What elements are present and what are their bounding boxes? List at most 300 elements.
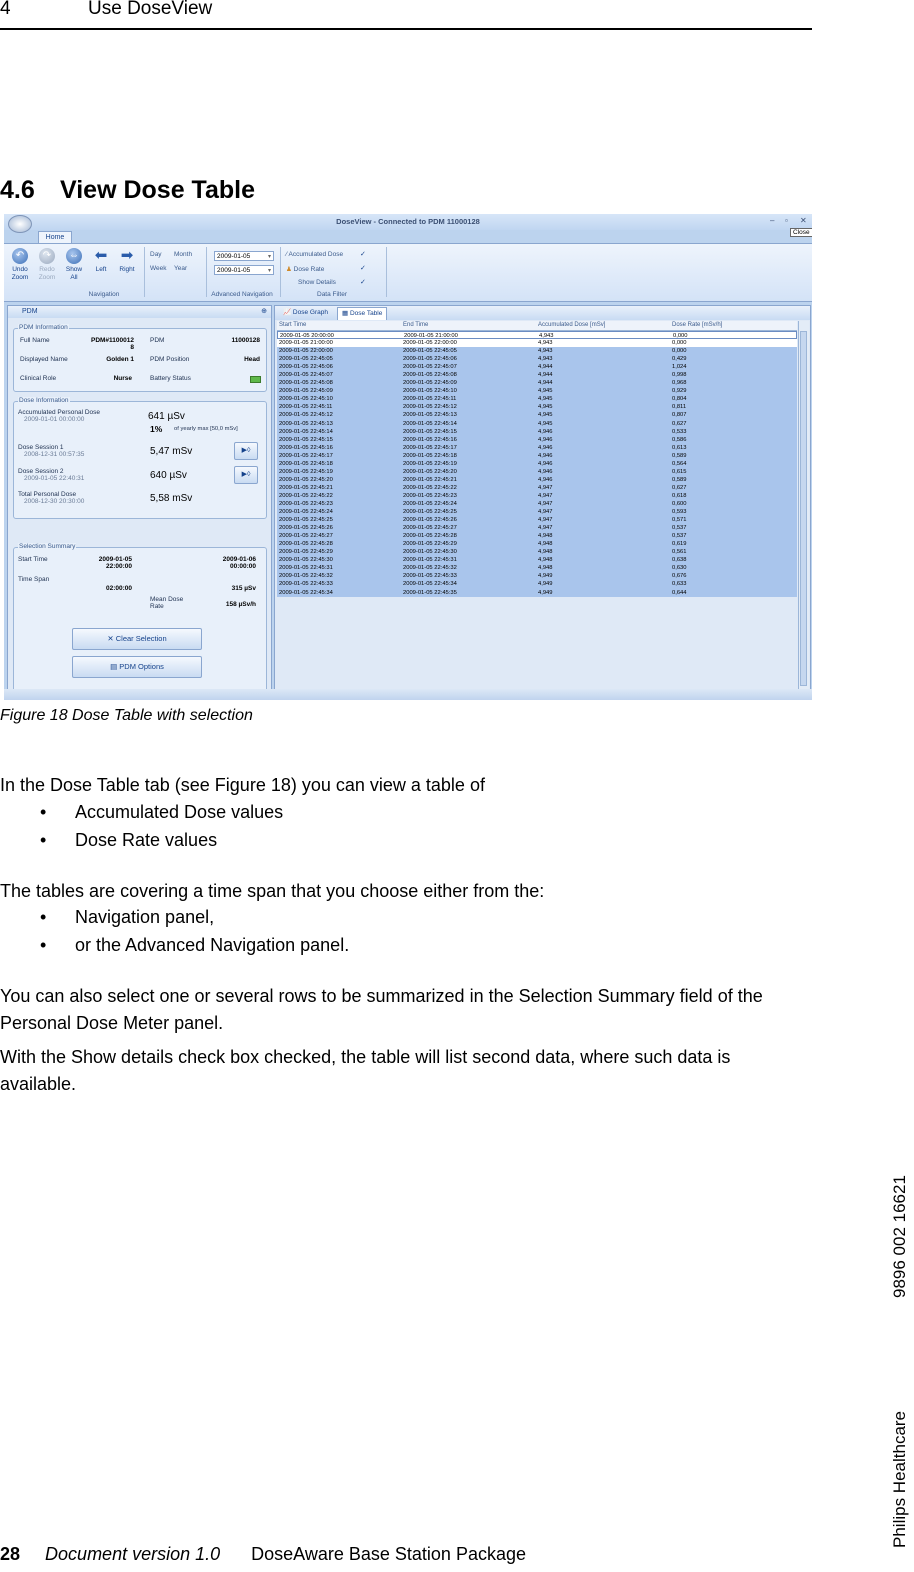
col-accumulated-dose[interactable]: Accumulated Dose [mSv] [538,322,606,328]
table-row[interactable] [277,347,797,355]
table-cell: 4,947 [538,517,553,524]
table-row[interactable] [277,532,797,540]
table-cell: 2009-01-05 22:45:22 [279,492,333,499]
table-row[interactable] [277,452,797,460]
table-cell: 0,627 [672,484,687,491]
advanced-navigation-group-label: Advanced Navigation [211,291,273,298]
bullet-icon: • [40,802,47,822]
bullet-icon: • [40,907,47,927]
table-row[interactable] [277,484,797,492]
play-icon: ▶◊ [241,447,251,454]
selection-summary-legend: Selection Summary [19,543,76,550]
table-cell: 4,946 [538,476,553,483]
play-icon: ▶◊ [241,471,251,478]
table-cell: 4,946 [538,436,553,443]
start-time-value: 22:00:00 [105,563,132,570]
list-item-text: Dose Rate values [75,830,218,850]
table-cell: 0,429 [672,356,687,363]
dose-session-2-date: 2009-01-05 22:40:31 [24,475,85,482]
table-cell: 4,945 [538,412,553,419]
navigation-group-label: Navigation [88,291,120,298]
table-row[interactable] [277,411,797,419]
table-row[interactable] [277,403,797,411]
table-cell: 2009-01-05 22:45:26 [403,517,457,524]
table-cell: 2009-01-05 22:45:08 [403,372,457,379]
table-row[interactable] [277,395,797,403]
scroll-thumb[interactable] [800,331,807,686]
chapter-number: 4 [0,0,11,19]
mean-dose-rate-label2: Rate [150,603,164,610]
table-cell: 4,944 [538,380,553,387]
table-cell: 2009-01-05 22:45:12 [279,412,333,419]
redo-zoom-label2: Zoom [38,274,56,281]
table-row[interactable] [277,420,797,428]
paragraph: With the Show details check box checked, the table will list second data, where such data is available. [0,1047,731,1094]
table-cell: 2009-01-05 22:45:05 [403,348,457,355]
table-cell: 2009-01-05 22:45:18 [279,460,333,467]
table-row[interactable] [277,428,797,436]
start-date-picker[interactable]: 2009-01-05 ▾ [214,251,274,261]
table-row[interactable] [277,524,797,532]
table-cell: 2009-01-05 22:45:06 [279,364,333,371]
show-all-button[interactable] [63,248,85,282]
right-button[interactable] [116,248,138,274]
table-row[interactable] [277,444,797,452]
mean-dose-rate-value: 158 µSv/h [225,601,256,608]
pdm-options-label: PDM Options [119,662,164,671]
show-details-checkbox[interactable]: ✓ [360,279,366,286]
table-header [277,321,797,331]
total-dose-date: 2008-12-30 20:30:00 [24,498,85,505]
redo-zoom-icon: ↷ [39,248,55,264]
dose-session-1-date: 2008-12-31 00:57:35 [24,451,85,458]
table-cell: 2009-01-05 22:45:14 [279,428,333,435]
accumulated-dose-value: 641 µSv [148,411,185,422]
table-cell: 4,945 [538,404,553,411]
table-row[interactable] [277,371,797,379]
clinical-role-label: Clinical Role [20,375,57,382]
table-cell: 0,619 [672,541,687,548]
table-cell: 2009-01-05 22:45:16 [279,444,333,451]
graph-icon: 📈 [283,309,293,316]
document-version: Document version 1.0 [45,1544,221,1564]
table-cell: 0,000 [672,340,687,347]
table-cell: 2009-01-05 22:45:15 [403,428,457,435]
undo-zoom-button[interactable] [9,248,31,282]
table-cell: 4,949 [538,589,553,596]
table-row[interactable] [277,500,797,508]
page-number: 28 [0,1544,21,1564]
table-row[interactable] [277,363,797,371]
end-time-value: 00:00:00 [229,563,256,570]
clear-selection-button[interactable] [72,628,202,650]
period-year[interactable]: Year [174,265,188,272]
table-row[interactable] [277,355,797,363]
table-cell: 2009-01-05 22:45:23 [403,492,457,499]
battery-icon [250,376,261,383]
table-cell: 0,807 [672,412,687,419]
table-cell: 2009-01-05 21:00:00 [279,340,333,347]
table-cell: 2009-01-05 22:45:12 [403,404,457,411]
accumulated-dose-label: Accumulated Personal Dose [18,409,101,416]
table-cell: 2009-01-05 22:45:33 [403,573,457,580]
table-cell: 2009-01-05 22:45:20 [279,476,333,483]
dose-graph-label: Dose Graph [292,309,328,316]
left-label: Left [95,266,107,273]
list-item-text: or the Advanced Navigation panel. [75,935,350,955]
tab-dose-table[interactable] [337,307,387,320]
right-arrow-icon: ➡ [120,247,134,264]
pdm-information-legend: PDM Information [19,324,68,331]
table-cell: 2009-01-05 22:45:29 [403,541,457,548]
mean-dose-rate-label: Mean Dose [150,596,184,603]
dose-information-group [13,397,267,519]
clear-icon: ✕ [107,634,116,643]
undo-zoom-icon: ↶ [12,248,28,264]
table-cell: 2009-01-05 22:45:15 [279,436,333,443]
pdm-label: PDM [150,337,165,344]
table-icon: ▦ [342,310,350,317]
table-cell: 4,943 [538,348,553,355]
table-cell: 2009-01-05 22:45:07 [403,364,457,371]
dose-table-label: Dose Table [349,310,383,317]
table-cell: 2009-01-05 22:45:14 [403,420,457,427]
side-doc-number: 9896 002 16621 [890,1175,909,1298]
table-cell: 2009-01-05 22:45:28 [403,533,457,540]
table-cell: 2009-01-05 22:45:30 [279,557,333,564]
table-cell: 2009-01-05 22:45:07 [279,372,333,379]
table-cell: 0,564 [672,460,687,467]
period-month[interactable]: Month [174,251,193,258]
table-cell: 4,943 [538,356,553,363]
table-row[interactable] [277,556,797,564]
page-header [0,0,812,30]
table-cell: 2009-01-05 22:45:10 [279,396,333,403]
table-cell: 0,811 [672,404,687,411]
side-company: Philips Healthcare [890,1410,909,1548]
table-cell: 2009-01-05 22:45:06 [403,356,457,363]
group-separator [386,247,387,297]
show-details-label: Show Details [298,279,336,286]
list-item-text: Accumulated Dose values [75,802,284,822]
chapter-title: Use DoseView [88,0,213,19]
table-cell: 2009-01-05 21:00:00 [404,333,458,339]
battery-status-label: Battery Status [150,375,191,382]
dose-session-1-label: Dose Session 1 [18,444,64,451]
pdm-value: 11000128 [231,337,260,344]
table-cell: 0,537 [672,533,687,540]
table-cell: 4,946 [538,444,553,451]
table-row[interactable] [277,508,797,516]
col-dose-rate[interactable]: Dose Rate [mSv/h] [672,322,723,328]
table-cell: 4,948 [538,549,553,556]
section-heading [0,176,255,205]
table-cell: 0,929 [672,388,687,395]
table-row[interactable] [277,339,797,347]
yearly-max-note: of yearly max [50,0 mSv] [174,426,238,432]
ribbon [4,243,812,302]
doseview-screenshot [4,214,812,700]
section-title: View Dose Table [60,176,255,204]
table-cell: 2009-01-05 22:45:31 [403,557,457,564]
table-cell: 4,943 [538,340,553,347]
pdm-device-icon: ▤ [110,662,120,671]
table-cell: 2009-01-05 22:45:05 [279,356,333,363]
pdm-panel-title: PDM [22,308,38,315]
table-cell: 2009-01-05 22:45:30 [403,549,457,556]
table-cell: 4,946 [538,452,553,459]
table-cell: 2009-01-05 22:45:11 [403,396,457,403]
table-cell: 4,944 [538,364,553,371]
table-cell: 4,947 [538,492,553,499]
window-titlebar [4,214,812,230]
table-cell: 2009-01-05 22:45:27 [279,533,333,540]
table-cell: 2009-01-05 22:00:00 [279,348,333,355]
paragraph: The tables are covering a time span that you choose either from the: [0,881,545,901]
play-session-1-button[interactable] [234,442,258,460]
table-cell: 4,947 [538,509,553,516]
dose-information-legend: Dose Information [19,397,69,404]
close-tooltip: Close [790,228,812,237]
redo-zoom-button[interactable] [36,248,58,282]
left-button[interactable] [90,248,112,274]
yearly-percent: 1% [150,424,163,434]
table-cell: 2009-01-05 22:45:09 [403,380,457,387]
close-icon[interactable]: ✕ [800,216,807,225]
col-start-time[interactable]: Start Time [279,322,307,328]
table-cell: 0,804 [672,396,687,403]
group-separator [206,247,207,297]
pin-icon[interactable]: ⊕ [261,308,267,315]
table-cell: 4,948 [538,565,553,572]
table-cell: 0,998 [672,372,687,379]
table-cell: 0,676 [672,573,687,580]
table-cell: 2009-01-05 22:45:11 [279,404,333,411]
table-cell: 4,948 [538,541,553,548]
table-cell: 2009-01-05 22:45:24 [403,500,457,507]
pdm-panel-header [8,306,271,318]
data-filter-group-label: Data Filter [317,291,347,298]
table-cell: 2009-01-05 22:45:28 [279,541,333,548]
table-cell: 2009-01-05 22:45:24 [279,509,333,516]
table-cell: 0,589 [672,452,687,459]
accumulated-dose-label: Accumulated Dose [288,251,344,258]
dose-session-2-label: Dose Session 2 [18,468,64,475]
table-cell: 2009-01-05 22:45:32 [403,565,457,572]
table-cell: 4,945 [538,396,553,403]
table-row[interactable] [277,379,797,387]
selection-dose-value: 315 µSv [231,585,256,592]
table-cell: 4,946 [538,468,553,475]
dose-table-panel [274,305,811,699]
period-day[interactable]: Day [150,251,162,258]
table-cell: 2009-01-05 22:45:34 [279,589,333,596]
table-cell: 4,947 [538,484,553,491]
table-cell: 0,613 [672,444,687,451]
full-name-value-wrap: 8 [130,344,134,351]
table-cell: 2009-01-05 22:45:20 [403,468,457,475]
accumulated-dose-checkbox[interactable]: ✓ [360,251,366,258]
table-cell: 2009-01-05 22:45:13 [403,412,457,419]
group-separator [280,247,281,297]
table-cell: 0,618 [672,492,687,499]
table-row[interactable] [277,436,797,444]
table-cell: 1,024 [672,364,687,371]
table-row[interactable] [277,460,797,468]
person-icon: ♟ [286,266,294,273]
table-cell: 0,571 [672,517,687,524]
pdm-panel [7,305,272,699]
table-cell: 0,593 [672,509,687,516]
table-cell: 2009-01-05 22:45:27 [403,525,457,532]
full-name-value: PDM#1100012 [90,337,134,344]
table-cell: 4,943 [539,333,554,339]
table-cell: 0,968 [672,380,687,387]
table-row[interactable] [277,589,797,597]
table-cell: 0,561 [672,549,687,556]
table-rows [277,331,797,597]
product-name: DoseAware Base Station Package [251,1544,526,1564]
clinical-role-value: Nurse [113,375,132,382]
full-name-label: Full Name [20,337,50,344]
total-dose-value: 5,58 mSv [150,493,193,504]
group-separator [144,247,145,297]
play-session-2-button[interactable] [234,466,258,484]
table-cell: 2009-01-05 22:45:25 [279,517,333,524]
redo-zoom-label1: Redo [39,266,55,273]
table-cell: 0,638 [672,557,687,564]
pdm-position-value: Head [244,356,260,363]
start-time-label: Start Time [18,556,48,563]
right-label: Right [119,266,135,273]
table-cell: 4,949 [538,573,553,580]
table-cell: 0,000 [673,333,688,339]
dose-rate-checkbox[interactable]: ✓ [360,265,366,272]
table-cell: 2009-01-05 22:45:16 [403,436,457,443]
col-end-time[interactable]: End Time [403,322,429,328]
table-row[interactable] [277,387,797,395]
table-cell: 0,630 [672,565,687,572]
table-row[interactable] [277,468,797,476]
table-cell: 4,945 [538,388,553,395]
table-cell: 2009-01-05 22:45:22 [403,484,457,491]
table-cell: 2009-01-05 22:45:25 [403,509,457,516]
table-cell: 2009-01-05 22:45:17 [403,444,457,451]
minimize-icon[interactable]: – [770,216,775,225]
table-row[interactable] [277,580,797,588]
table-row[interactable] [277,476,797,484]
table-cell: 2009-01-05 22:45:33 [279,581,333,588]
maximize-icon[interactable]: ▫ [785,216,788,225]
table-cell: 4,948 [538,533,553,540]
window-title: DoseView - Connected to PDM 11000128 [336,217,480,226]
table-cell: 2009-01-05 22:45:09 [279,388,333,395]
table-cell: 2009-01-05 22:45:35 [403,589,457,596]
table-cell: 0,586 [672,436,687,443]
clear-selection-label: Clear Selection [115,634,167,643]
line-chart-icon: ⁄ [286,251,289,258]
displayed-name-label: Displayed Name [20,356,68,363]
figure-caption: Figure 18 Dose Table with selection [0,707,253,724]
end-date-picker[interactable]: 2009-01-05 ▾ [214,265,274,275]
accumulated-dose-date: 2009-01-01 00:00:00 [24,416,85,423]
end-date-value: 2009-01-06 [222,556,256,563]
table-cell: 0,644 [672,589,687,596]
table-cell: 2009-01-05 22:00:00 [403,340,457,347]
table-cell: 2009-01-05 20:00:00 [280,333,334,339]
period-week[interactable]: Week [150,265,167,272]
page-footer [0,1544,526,1565]
table-cell: 2009-01-05 22:45:13 [279,420,333,427]
time-span-value: 02:00:00 [105,585,132,592]
dose-session-1-value: 5,47 mSv [150,446,193,457]
table-cell: 4,946 [538,460,553,467]
time-span-label: Time Span [18,576,50,583]
table-cell: 0,000 [672,348,687,355]
table-cell: 2009-01-05 22:45:31 [279,565,333,572]
section-number: 4.6 [0,176,35,204]
undo-zoom-label1: Undo [12,266,28,273]
list-item-text: Navigation panel, [75,907,215,927]
bullet-icon: • [40,830,47,850]
table-cell: 4,944 [538,372,553,379]
table-cell: 0,627 [672,420,687,427]
table-row[interactable] [277,564,797,572]
table-row[interactable] [277,516,797,524]
pdm-options-button[interactable] [72,656,202,678]
show-all-label1: Show [65,266,83,273]
displayed-name-value: Golden 1 [106,356,134,363]
status-bar [4,689,812,700]
table-cell: 2009-01-05 22:45:21 [403,476,457,483]
table-cell: 4,947 [538,500,553,507]
dose-rate-filter [286,265,324,273]
table-cell: 4,946 [538,428,553,435]
table-row[interactable] [277,331,797,339]
table-cell: 0,533 [672,428,687,435]
table-row[interactable] [277,492,797,500]
table-row[interactable] [277,548,797,556]
table-scrollbar[interactable] [798,321,809,697]
table-cell: 2009-01-05 22:45:18 [403,452,457,459]
table-cell: 0,537 [672,525,687,532]
total-dose-label: Total Personal Dose [18,491,77,498]
table-cell: 2009-01-05 22:45:23 [279,500,333,507]
table-cell: 2009-01-05 22:45:21 [279,484,333,491]
table-row[interactable] [277,572,797,580]
paragraph: In the Dose Table tab (see Figure 18) you can view a table of [0,775,485,795]
table-cell: 2009-01-05 22:45:34 [403,581,457,588]
table-cell: 4,948 [538,557,553,564]
table-cell: 2009-01-05 22:45:19 [403,460,457,467]
paragraph: You can also select one or several rows to be summarized in the Selection Summary field of the Personal Dose Meter panel. [0,986,763,1033]
accumulated-dose-filter [286,251,343,258]
dose-rate-label: Dose Rate [293,266,325,273]
left-arrow-icon: ⬅ [94,247,108,264]
tab-home[interactable]: Home [38,231,72,244]
table-cell: 2009-01-05 22:45:19 [279,468,333,475]
table-cell: 2009-01-05 22:45:29 [279,549,333,556]
table-row[interactable] [277,540,797,548]
table-cell: 0,600 [672,500,687,507]
view-tabs [275,306,810,320]
undo-zoom-label2: Zoom [11,274,29,281]
tab-dose-graph[interactable] [279,307,332,319]
table-cell: 2009-01-05 22:45:32 [279,573,333,580]
table-cell: 2009-01-05 22:45:17 [279,452,333,459]
table-cell: 0,589 [672,476,687,483]
table-cell: 4,947 [538,525,553,532]
